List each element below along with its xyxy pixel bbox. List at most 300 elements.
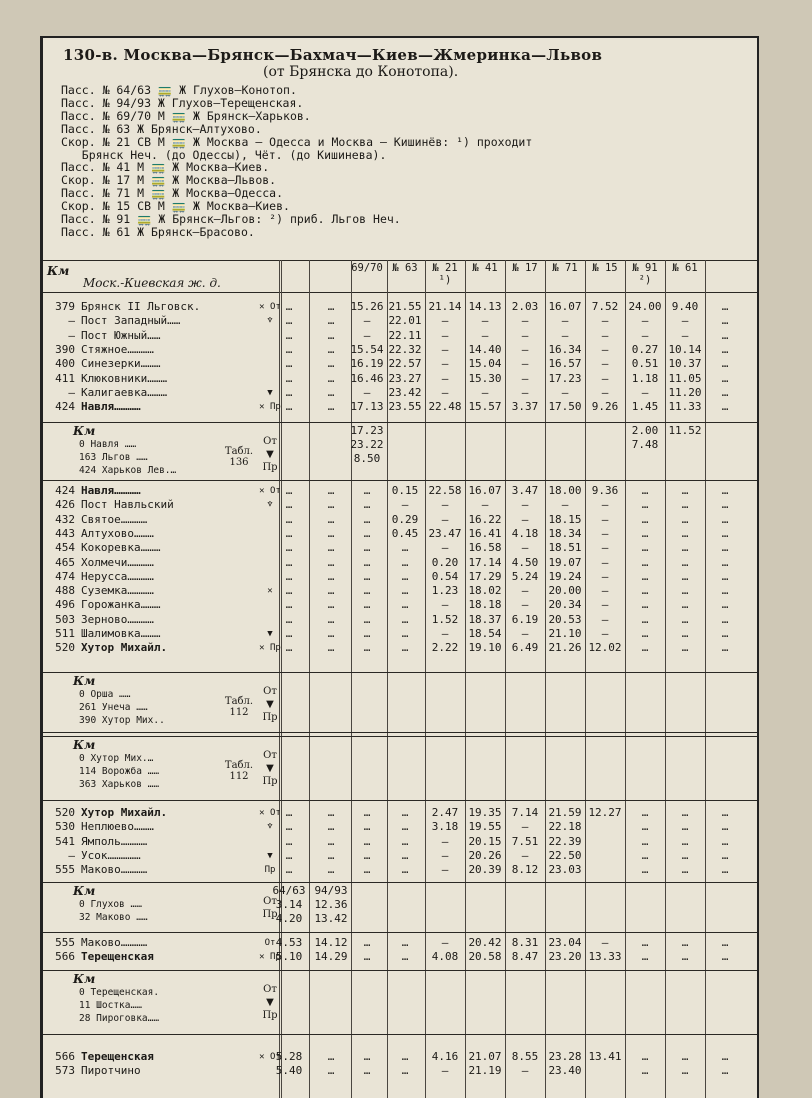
time-cell: … <box>363 498 371 512</box>
station-name: Маково………… <box>81 863 148 877</box>
time-cell: 1.23 <box>431 584 459 598</box>
time-cell: 23.20 <box>548 950 582 964</box>
time-cell: 23.22 <box>350 438 384 451</box>
time-cell: … <box>285 512 293 526</box>
time-cell: 1.18 <box>631 371 659 385</box>
km-value: 520 <box>55 641 75 655</box>
time-cell: … <box>363 512 371 526</box>
station-name: Калигаевка……… <box>81 385 168 399</box>
time-cell: … <box>721 512 729 526</box>
table-row <box>43 570 757 584</box>
time-cell: 20.42 <box>468 936 502 949</box>
km-value: 424 <box>55 484 75 497</box>
time-cell: … <box>363 569 371 583</box>
table-row <box>43 863 757 877</box>
time-cell: 20.15 <box>468 834 502 848</box>
time-cell: 21.59 <box>548 806 582 819</box>
station-mark: ✕ От <box>259 486 281 496</box>
time-cell: … <box>721 584 729 598</box>
time-cell: … <box>285 526 293 540</box>
time-cell: 8.12 <box>511 863 539 877</box>
table-row <box>43 641 757 655</box>
station-name: Брянск II Льговск. <box>81 300 201 313</box>
time-cell: 14.40 <box>468 342 502 356</box>
time-cell: … <box>721 1064 729 1078</box>
time-cell: … <box>681 498 689 512</box>
branch-mark: От <box>263 750 277 761</box>
time-cell: — <box>401 498 409 512</box>
table-row <box>43 484 757 498</box>
time-cell: 3.14 <box>275 898 303 911</box>
time-cell: — <box>601 598 609 612</box>
time-cell: 16.07 <box>468 484 502 497</box>
time-cell: … <box>641 834 649 848</box>
time-cell: — <box>521 357 529 371</box>
time-cell: 22.57 <box>388 357 422 371</box>
time-cell: 8.55 <box>511 1050 539 1063</box>
table-row <box>43 613 757 627</box>
time-cell: … <box>285 820 293 834</box>
time-cell: — <box>521 541 529 555</box>
km-value: 443 <box>55 526 75 540</box>
time-cell: 19.55 <box>468 820 502 834</box>
branch-km-label: Км <box>73 424 96 438</box>
time-cell: … <box>721 936 729 949</box>
rule <box>43 1034 757 1035</box>
time-cell: — <box>441 357 449 371</box>
time-cell: … <box>721 357 729 371</box>
branch-line: 424 Харьков Лев.… <box>79 465 177 476</box>
station-name: Ямполь………… <box>81 834 148 848</box>
note-line: Брянск Неч. (до Одессы), Чёт. (до Кишинева). <box>61 147 387 162</box>
time-cell: 11.33 <box>668 400 702 414</box>
km-value: 454 <box>55 541 75 555</box>
time-cell: 21.14 <box>428 300 462 313</box>
time-cell: 2.22 <box>431 641 459 655</box>
time-cell: 17.14 <box>468 555 502 569</box>
time-cell: 1.52 <box>431 612 459 626</box>
branch-mark: От <box>263 436 277 447</box>
time-cell: … <box>285 584 293 598</box>
branch-mark: От <box>263 896 277 907</box>
time-cell: … <box>401 1064 409 1078</box>
time-cell: 16.58 <box>468 541 502 555</box>
time-cell: — <box>601 612 609 626</box>
time-cell: … <box>285 641 293 655</box>
branch-mark: Пр <box>262 776 278 787</box>
time-cell: 16.34 <box>548 342 582 356</box>
time-cell: 19.35 <box>468 806 502 819</box>
station-name: Навля………… <box>81 400 141 414</box>
time-cell: … <box>681 569 689 583</box>
time-cell: … <box>641 627 649 640</box>
time-cell: 0.29 <box>391 512 419 526</box>
time-cell: … <box>285 385 293 399</box>
km-value: 474 <box>55 569 75 583</box>
time-cell: 20.00 <box>548 584 582 598</box>
table-row <box>43 1050 757 1064</box>
time-cell: — <box>441 385 449 399</box>
km-value: 541 <box>55 834 75 848</box>
table-row <box>43 300 757 314</box>
time-cell: … <box>327 342 335 356</box>
time-cell: … <box>681 555 689 569</box>
table-row <box>43 820 757 834</box>
branch-line: 0 Терещенская. <box>79 987 160 998</box>
km-value: 411 <box>55 371 75 385</box>
time-cell: … <box>285 484 293 497</box>
station-mark: ♆ <box>267 500 273 511</box>
rule <box>43 260 757 261</box>
time-cell: … <box>681 834 689 848</box>
km-value: 432 <box>55 512 75 526</box>
station-name: Святое………… <box>81 512 148 526</box>
time-cell: 17.50 <box>548 400 582 414</box>
time-cell: 5.28 <box>275 1050 303 1063</box>
time-cell: … <box>401 598 409 612</box>
time-cell: — <box>601 569 609 583</box>
time-cell: 20.58 <box>468 950 502 964</box>
time-cell: … <box>327 627 335 640</box>
km-value: — <box>68 385 75 399</box>
time-cell: … <box>285 627 293 640</box>
branch-mark: От <box>263 984 277 995</box>
time-cell: 20.53 <box>548 612 582 626</box>
time-cell: … <box>641 1050 649 1063</box>
time-cell: … <box>327 385 335 399</box>
time-cell: — <box>441 834 449 848</box>
time-cell: — <box>363 385 371 399</box>
time-cell: — <box>521 820 529 834</box>
station-mark: ♆ <box>267 822 273 833</box>
branch-km-label: Км <box>73 972 96 986</box>
km-value: 488 <box>55 584 75 598</box>
km-value: 424 <box>55 400 75 414</box>
time-cell: 0.27 <box>631 342 659 356</box>
time-cell: … <box>681 526 689 540</box>
time-cell: 23.04 <box>548 936 582 949</box>
time-cell: — <box>601 541 609 555</box>
table-subtitle: (от Брянска до Конотопа). <box>263 64 459 80</box>
time-cell: 5.10 <box>275 950 303 964</box>
time-cell: 22.48 <box>428 400 462 414</box>
time-cell: … <box>327 806 335 819</box>
branch-line: 32 Маково …… <box>79 912 148 923</box>
table-row <box>43 936 757 950</box>
table-row <box>43 343 757 357</box>
km-value: 530 <box>55 820 75 834</box>
time-cell: 23.03 <box>548 863 582 877</box>
time-cell: 22.11 <box>388 328 422 342</box>
rule <box>43 480 757 481</box>
note-line: Пасс. № 64/63 🚃 Ж Глухов—Конотоп. <box>61 83 297 97</box>
branch-mark: Пр <box>262 909 278 920</box>
time-cell: … <box>363 484 371 497</box>
time-cell: … <box>681 584 689 598</box>
time-cell: … <box>363 1064 371 1078</box>
time-cell: 16.07 <box>548 300 582 313</box>
time-cell: 0.15 <box>391 484 419 497</box>
time-cell: 16.19 <box>350 357 384 371</box>
km-value: — <box>68 328 75 342</box>
time-cell: — <box>521 371 529 385</box>
time-cell: … <box>681 641 689 655</box>
time-cell: … <box>721 328 729 342</box>
time-cell: … <box>363 598 371 612</box>
time-cell: … <box>721 1050 729 1063</box>
time-cell: … <box>721 627 729 640</box>
table-row <box>43 372 757 386</box>
note-line: Пасс. № 61 Ж Брянск—Брасово. <box>61 224 255 239</box>
time-cell: 13.41 <box>588 1050 622 1063</box>
time-cell: 7.52 <box>591 300 619 313</box>
time-cell: — <box>441 314 449 328</box>
station-name: Клюковники……… <box>81 371 168 385</box>
time-cell: 2.00 <box>631 424 659 437</box>
branch-line: 0 Глухов …… <box>79 899 142 910</box>
time-cell: … <box>327 612 335 626</box>
time-cell: 21.10 <box>548 627 582 640</box>
time-cell: 21.26 <box>548 641 582 655</box>
time-cell: 4.20 <box>275 912 303 925</box>
station-name: Навля………… <box>81 484 141 497</box>
station-mark: Пр <box>264 865 276 876</box>
table-row <box>43 498 757 512</box>
branch-table-ref: Табл. 112 <box>224 696 254 718</box>
branch-line: 363 Харьков …… <box>79 779 160 790</box>
time-cell: … <box>285 598 293 612</box>
time-cell: … <box>285 541 293 555</box>
time-cell: — <box>521 584 529 598</box>
station-name: Холмечи………… <box>81 555 154 569</box>
time-cell: … <box>327 569 335 583</box>
time-cell: … <box>363 627 371 640</box>
time-cell: 4.16 <box>431 1050 459 1063</box>
station-name: Пост Западный…… <box>81 314 181 328</box>
table-row <box>43 400 757 414</box>
time-cell: … <box>401 541 409 555</box>
table-row <box>43 357 757 371</box>
time-cell: … <box>641 484 649 497</box>
station-mark: ♆ <box>267 316 273 327</box>
time-cell: … <box>641 1064 649 1078</box>
time-cell: 9.36 <box>591 484 619 497</box>
time-cell: 22.50 <box>548 848 582 862</box>
km-value: — <box>68 314 75 328</box>
note-line: Пасс. № 63 Ж Брянск—Алтухово. <box>61 121 262 136</box>
time-cell: … <box>363 584 371 598</box>
time-cell: … <box>681 612 689 626</box>
time-cell: — <box>441 627 449 640</box>
train-number-header: № 91 <box>632 262 658 274</box>
branch-line: 11 Шостка…… <box>79 1000 142 1011</box>
time-cell: 17.23 <box>350 424 384 437</box>
time-cell: 1.45 <box>631 400 659 414</box>
time-cell: — <box>601 627 609 640</box>
time-cell: … <box>285 834 293 848</box>
time-cell: … <box>285 371 293 385</box>
km-value: 390 <box>55 342 75 356</box>
time-cell: 2.03 <box>511 300 539 313</box>
time-cell: 4.08 <box>431 950 459 964</box>
station-mark: ✕ Пр <box>259 643 281 654</box>
time-cell: 3.37 <box>511 400 539 414</box>
branch-mark: Пр <box>262 462 278 473</box>
station-mark: ✕ От <box>259 1052 281 1062</box>
station-name: Усок…………… <box>81 848 141 862</box>
time-cell: 12.27 <box>588 806 622 819</box>
time-cell: … <box>721 371 729 385</box>
station-mark: ✕ Пр <box>259 952 281 963</box>
station-name: Алтухово……… <box>81 526 154 540</box>
time-cell: … <box>285 863 293 877</box>
time-cell: … <box>285 314 293 328</box>
time-cell: … <box>327 848 335 862</box>
branch-line: 0 Хутор Мих.… <box>79 753 154 764</box>
time-cell: … <box>721 569 729 583</box>
time-cell: … <box>641 863 649 877</box>
km-value: 555 <box>55 936 75 949</box>
time-cell: … <box>327 584 335 598</box>
station-mark: ▼ <box>267 850 273 861</box>
time-cell: … <box>363 555 371 569</box>
time-cell: 0.54 <box>431 569 459 583</box>
branch-mark: ▼ <box>266 997 274 1008</box>
train-notes <box>61 84 751 239</box>
time-cell: — <box>561 328 569 342</box>
time-cell: — <box>601 314 609 328</box>
station-name: Зерново………… <box>81 612 154 626</box>
time-cell: 18.51 <box>548 541 582 555</box>
time-cell: … <box>681 512 689 526</box>
station-name: Терещенская <box>81 1050 154 1063</box>
table-row <box>43 849 757 863</box>
time-cell: … <box>641 555 649 569</box>
note-line: Скор. № 17 М 🚃 Ж Москва—Львов. <box>61 173 277 188</box>
station-name: Хутор Михайл. <box>81 806 168 819</box>
time-cell: … <box>641 806 649 819</box>
time-cell: 23.55 <box>388 400 422 414</box>
time-cell: … <box>401 641 409 655</box>
time-cell: 8.50 <box>353 452 381 465</box>
time-cell: — <box>601 584 609 598</box>
station-name: Синезерки……… <box>81 357 161 371</box>
time-cell: … <box>721 848 729 862</box>
time-cell: … <box>641 569 649 583</box>
km-value: 426 <box>55 498 75 512</box>
time-cell: — <box>641 328 649 342</box>
time-cell: … <box>363 863 371 877</box>
time-cell: 22.18 <box>548 820 582 834</box>
time-cell: — <box>363 328 371 342</box>
time-cell: 4.18 <box>511 526 539 540</box>
time-cell: … <box>721 314 729 328</box>
branch-table-ref: Табл. 136 <box>224 446 254 468</box>
time-cell: — <box>441 863 449 877</box>
time-cell: … <box>363 834 371 848</box>
time-cell: 23.40 <box>548 1064 582 1078</box>
train-number-header: № 21 <box>432 262 458 274</box>
time-cell: — <box>601 357 609 371</box>
railway-header: Моск.-Киевская ж. д. <box>83 276 221 290</box>
train-number-header: № 17 <box>512 262 538 274</box>
time-cell: … <box>327 357 335 371</box>
time-cell: … <box>641 936 649 949</box>
km-value: 511 <box>55 627 75 640</box>
time-cell: … <box>401 584 409 598</box>
branch-mark: ▼ <box>266 449 274 460</box>
time-cell: … <box>285 400 293 414</box>
station-mark: ✕ <box>267 586 273 597</box>
time-cell: 21.19 <box>468 1064 502 1078</box>
km-value: 465 <box>55 555 75 569</box>
time-cell: — <box>441 512 449 526</box>
time-cell: … <box>285 328 293 342</box>
time-cell: … <box>401 834 409 848</box>
time-cell: 23.42 <box>388 385 422 399</box>
time-cell: … <box>327 641 335 655</box>
time-cell: — <box>441 936 449 949</box>
time-cell: — <box>521 498 529 512</box>
km-value: 555 <box>55 863 75 877</box>
rule <box>43 672 757 673</box>
time-cell: 2.47 <box>431 806 459 819</box>
time-cell: … <box>363 936 371 949</box>
km-value: 400 <box>55 357 75 371</box>
branch-line: 261 Унеча …… <box>79 702 148 713</box>
time-cell: … <box>681 598 689 612</box>
station-name: Пост Южный…… <box>81 328 161 342</box>
time-cell: … <box>363 526 371 540</box>
time-cell: — <box>441 1064 449 1078</box>
branch-km-label: Км <box>73 884 96 898</box>
table-row <box>43 627 757 641</box>
km-value: 566 <box>55 950 75 964</box>
time-cell: … <box>285 806 293 819</box>
time-cell: … <box>721 612 729 626</box>
time-cell: … <box>641 584 649 598</box>
time-cell: 22.32 <box>388 342 422 356</box>
station-name: Маково………… <box>81 936 148 949</box>
time-cell: 12.36 <box>314 898 348 911</box>
branch-line: 163 Льгов …… <box>79 452 148 463</box>
time-cell: 15.26 <box>350 300 384 313</box>
time-cell: — <box>441 371 449 385</box>
time-cell: 13.42 <box>314 912 348 925</box>
time-cell: … <box>401 936 409 949</box>
time-cell: — <box>521 314 529 328</box>
train-number-header: № 61 <box>672 262 698 274</box>
time-cell: … <box>681 950 689 964</box>
time-cell: … <box>401 627 409 640</box>
table-row <box>43 1064 757 1078</box>
time-cell: 18.18 <box>468 598 502 612</box>
station-name: Суземка………… <box>81 584 154 598</box>
time-cell: … <box>327 314 335 328</box>
time-cell: — <box>601 555 609 569</box>
branch-table-ref: Табл. 112 <box>224 760 254 782</box>
time-cell: — <box>561 498 569 512</box>
time-cell: 7.48 <box>631 438 659 451</box>
time-cell: 20.26 <box>468 848 502 862</box>
branch-line: 0 Навля …… <box>79 439 137 450</box>
time-cell: 6.49 <box>511 641 539 655</box>
time-cell: 20.39 <box>468 863 502 877</box>
time-cell: 16.46 <box>350 371 384 385</box>
time-cell: … <box>327 1064 335 1078</box>
time-cell: 4.50 <box>511 555 539 569</box>
time-cell: 19.07 <box>548 555 582 569</box>
